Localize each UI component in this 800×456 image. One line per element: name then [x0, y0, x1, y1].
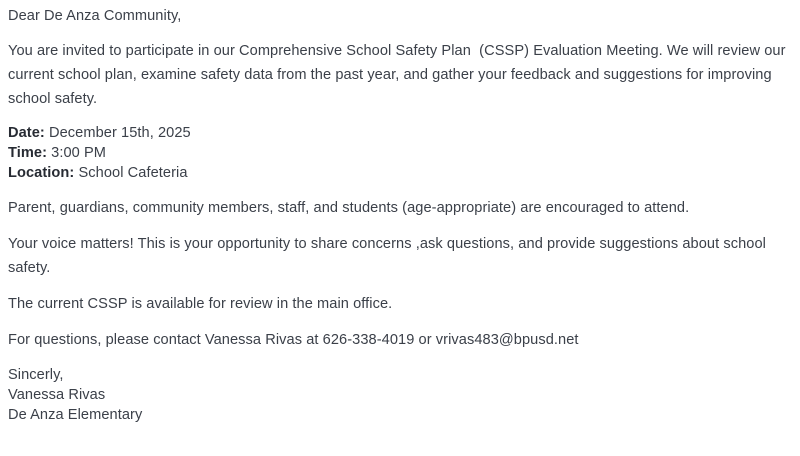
detail-location-row: [8, 163, 786, 183]
signature-closing: Sincerly,: [8, 367, 64, 383]
spacer: [8, 220, 786, 232]
spacer: [8, 28, 786, 39]
meeting-details: [8, 123, 786, 183]
location-value: School Cafeteria: [74, 165, 188, 181]
signature-organization: De Anza Elementary: [8, 407, 143, 423]
signature-block: [8, 365, 786, 425]
spacer: [8, 280, 786, 292]
date-value: December 15th, 2025: [44, 125, 191, 141]
availability-paragraph: The current CSSP is available for review in the main office.: [8, 296, 393, 312]
date-label: Date:: [8, 125, 45, 141]
voice-paragraph: Your voice matters! This is your opportunity to share concerns ,ask questions, and provide suggestions about school safety.: [8, 236, 771, 276]
salutation: Dear De Anza Community,: [8, 8, 182, 24]
location-label: Location:: [8, 165, 75, 181]
detail-date-row: [8, 123, 786, 143]
detail-time-row: [8, 143, 786, 163]
time-label: Time:: [8, 145, 48, 161]
intro-paragraph: You are invited to participate in our Comprehensive School Safety Plan (CSSP) Evaluation Meeting. We will review our current school plan, examine safety data from the past year, and gather your feedback and suggestions for improving school safety.: [8, 43, 790, 107]
signature-name: Vanessa Rivas: [8, 387, 106, 403]
spacer: [8, 111, 786, 123]
contact-paragraph: For questions, please contact Vanessa Rivas at 626-338-4019 or vrivas483@bpusd.net: [8, 332, 579, 348]
spacer: [8, 316, 786, 328]
time-value: 3:00 PM: [47, 145, 107, 161]
spacer: [8, 352, 786, 365]
spacer: [8, 183, 786, 196]
invitation-paragraph: Parent, guardians, community members, staff, and students (age-appropriate) are encouraged to attend.: [8, 200, 690, 216]
